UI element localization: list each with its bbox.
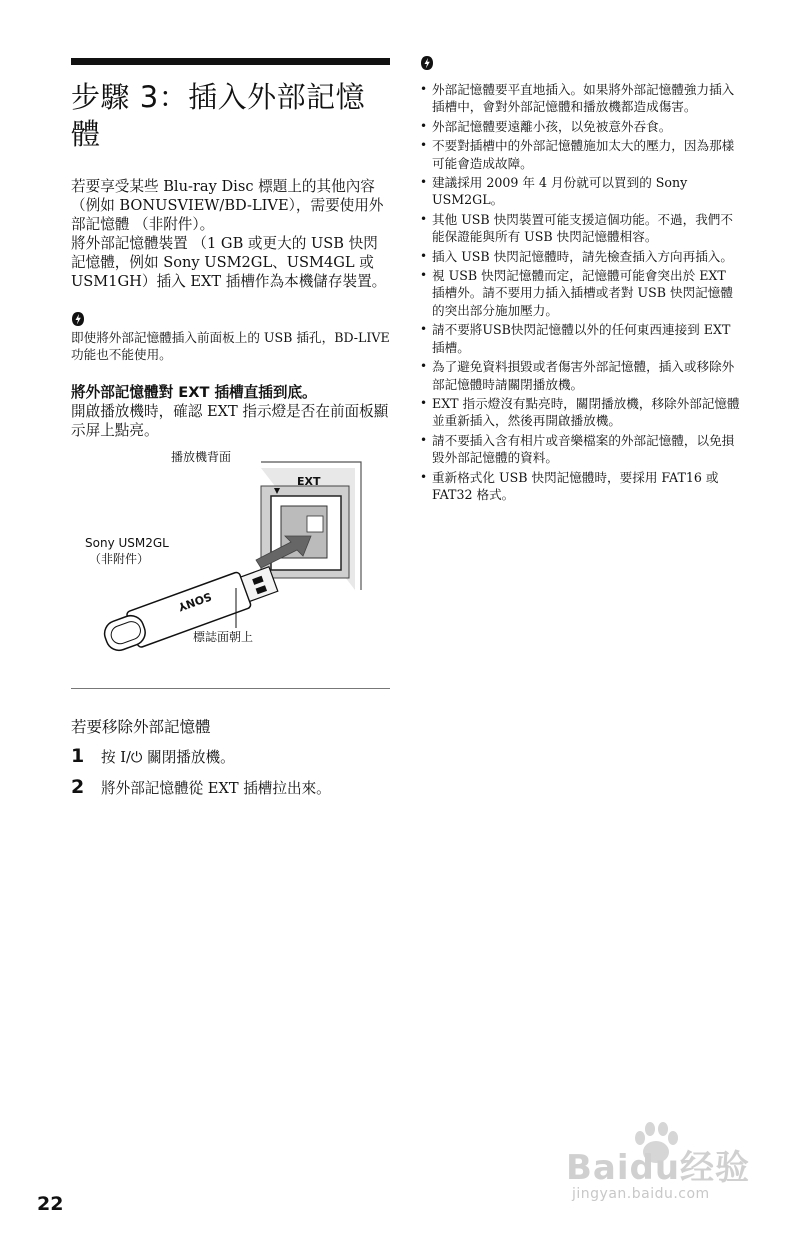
remove-step-1 bbox=[71, 745, 391, 768]
remove-step-2 bbox=[71, 776, 391, 799]
page-title: 步驟 3：插入外部記憶體 bbox=[71, 80, 366, 151]
insert-instruction-heading: 將外部記憶體對 EXT 插槽直插到底。 bbox=[71, 384, 317, 401]
list-item: • 外部記憶體要平直地插入。如果將外部記憶體強力插入插槽中，會對外部記憶體和播放機都造成傷害。 bbox=[420, 81, 740, 116]
step-number: 1 bbox=[71, 745, 85, 767]
list-item: • 不要對插槽中的外部記憶體施加太大的壓力，因為那樣可能會造成故障。 bbox=[420, 137, 740, 172]
page-number: 22 bbox=[37, 1193, 64, 1215]
list-item: • 請不要插入含有相片或音樂檔案的外部記憶體，以免損毀外部記憶體的資料。 bbox=[420, 432, 740, 467]
list-item: • 建議採用 2009 年 4 月份就可以買到的 Sony USM2GL。 bbox=[420, 174, 740, 209]
caution-icon bbox=[420, 55, 434, 71]
label-ext: EXT bbox=[297, 475, 321, 488]
list-item: • 視 USB 快閃記憶體而定，記憶體可能會突出於 EXT 插槽外。請不要用力插入插槽或者對 USB 快閃記憶體的突出部分施加壓力。 bbox=[420, 267, 740, 319]
list-item: • 為了避免資料損毀或者傷害外部記憶體，插入或移除外部記憶體時請關閉播放機。 bbox=[420, 358, 740, 393]
caution-list bbox=[420, 81, 740, 503]
label-sony-model: Sony USM2GL bbox=[85, 536, 169, 550]
list-item: • 重新格式化 USB 快閃記憶體時，要採用 FAT16 或 FAT32 格式。 bbox=[420, 469, 740, 504]
insert-instruction-text: 開啟播放機時，確認 EXT 指示燈是否在前面板顯示屏上點亮。 bbox=[71, 403, 389, 439]
label-logo-side-up: 標誌面朝上 bbox=[193, 630, 254, 644]
usb-insertion-figure bbox=[71, 450, 391, 670]
title-rule bbox=[71, 58, 390, 65]
list-item: • 外部記憶體要遠離小孩，以免被意外吞食。 bbox=[420, 118, 740, 135]
label-player-back: 播放機背面 bbox=[171, 450, 232, 464]
list-item: • 請不要將USB快閃記憶體以外的任何東西連接到 EXT 插槽。 bbox=[420, 321, 740, 356]
note-text: 即使將外部記憶體插入前面板上的 USB 插孔，BD-LIVE 功能也不能使用。 bbox=[71, 330, 390, 362]
step-number: 2 bbox=[71, 776, 85, 798]
list-item: • 其他 USB 快閃裝置可能支援這個功能。不過，我們不能保證能與所有 USB 快閃記憶體相容。 bbox=[420, 211, 740, 246]
left-column bbox=[71, 58, 391, 799]
section-divider bbox=[71, 688, 390, 689]
right-column bbox=[420, 55, 740, 505]
watermark-brand: Baidu经验 bbox=[566, 1148, 751, 1188]
intro-paragraph-1: 若要享受某些 Blu-ray Disc 標題上的其他內容 （例如 BONUSVIEW/BD-LIVE），需要使用外部記憶體 （非附件）。 bbox=[71, 178, 384, 233]
remove-section-heading: 若要移除外部記憶體 bbox=[71, 718, 211, 736]
list-item: • EXT 指示燈沒有點亮時，關閉播放機，移除外部記憶體並重新插入，然後再開啟播放機。 bbox=[420, 395, 740, 430]
caution-icon bbox=[71, 311, 85, 327]
list-item: • 插入 USB 快閃記憶體時，請先檢查插入方向再插入。 bbox=[420, 248, 740, 265]
step-text: 按 I/⏻ 關閉播放機。 bbox=[101, 749, 235, 766]
label-not-supplied: （非附件） bbox=[89, 552, 150, 566]
watermark bbox=[566, 1120, 766, 1210]
step-text: 將外部記憶體從 EXT 插槽拉出來。 bbox=[101, 780, 331, 797]
watermark-url: jingyan.baidu.com bbox=[572, 1186, 710, 1202]
sony-logo: SONY bbox=[176, 589, 214, 614]
intro-paragraph-2: 將外部記憶體裝置 （1 GB 或更大的 USB 快閃記憶體，例如 Sony USM2GL、USM4GL 或 USM1GH）插入 EXT 插槽作為本機儲存裝置。 bbox=[71, 235, 387, 290]
